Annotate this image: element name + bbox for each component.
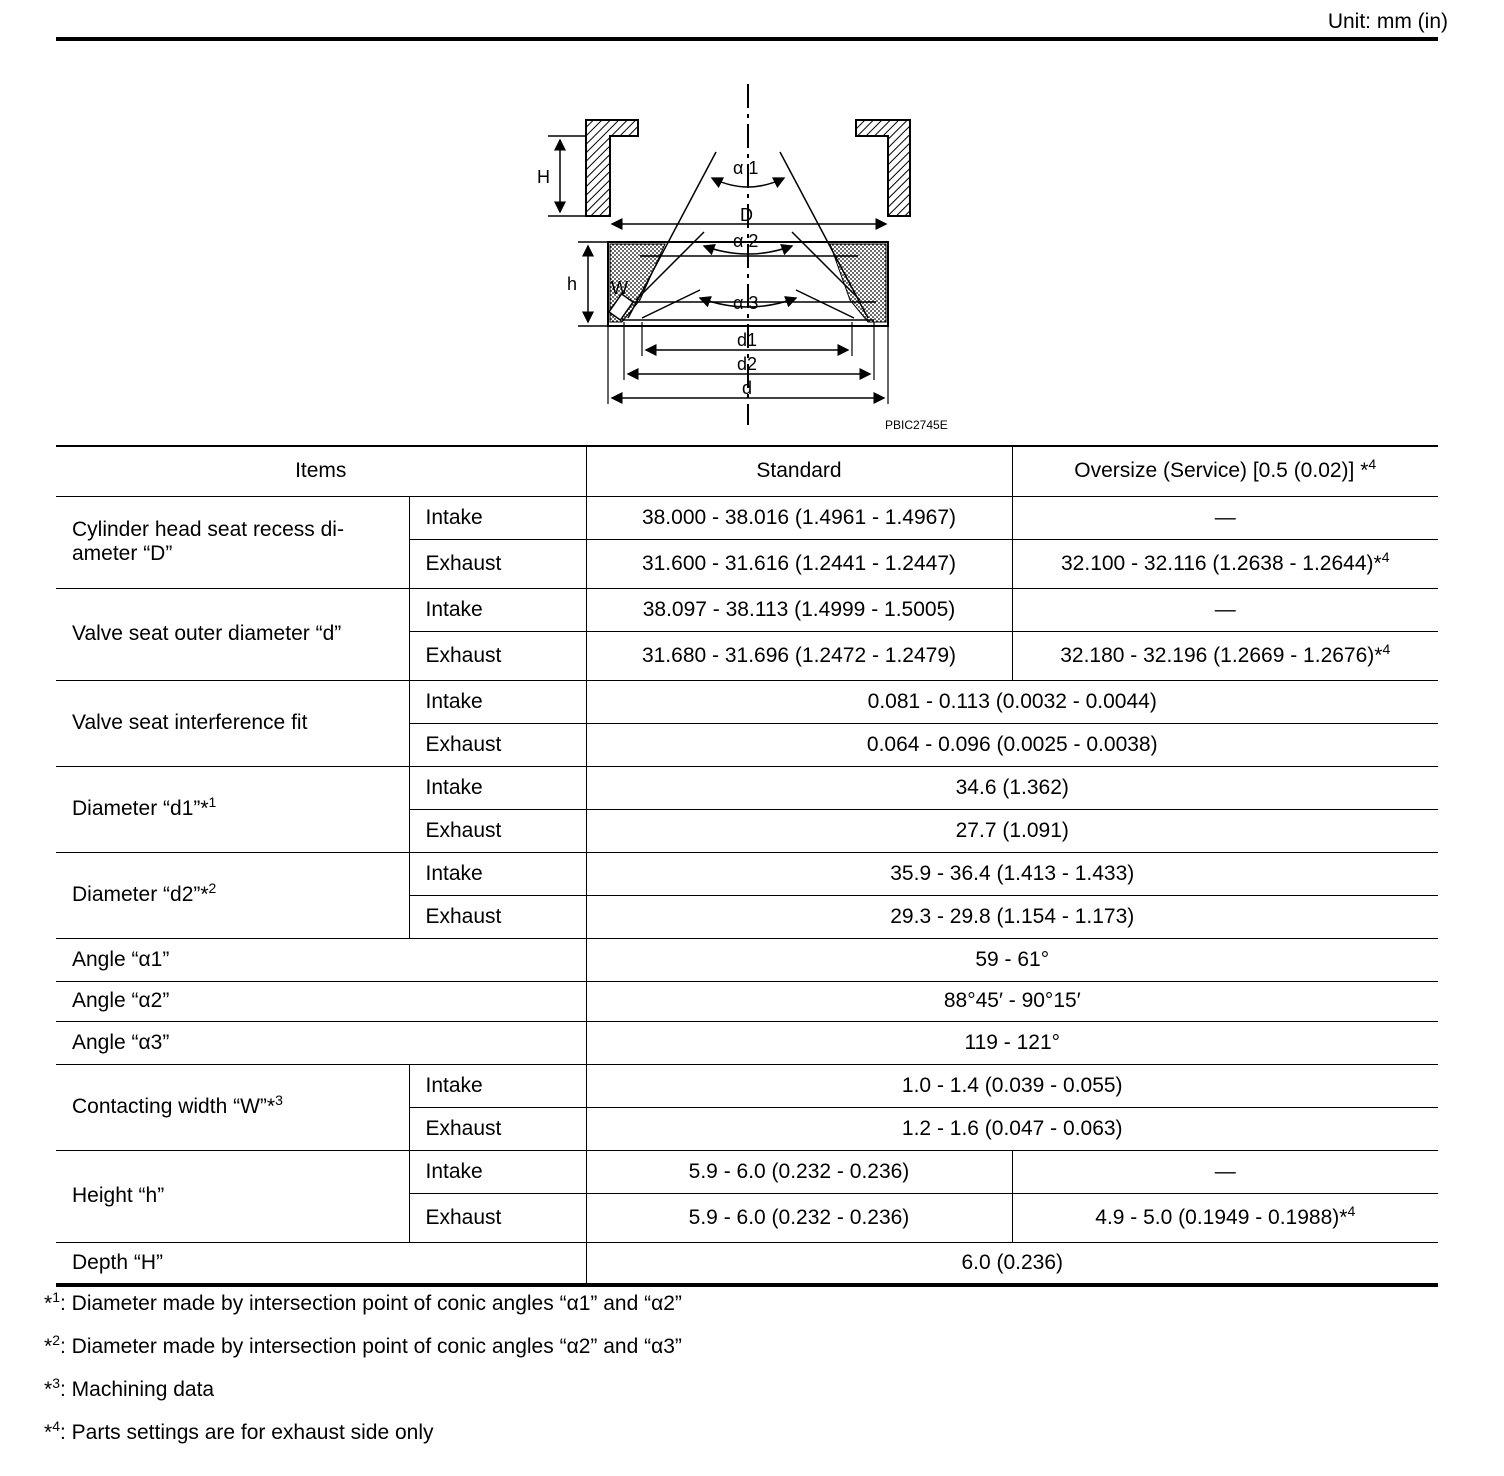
cell-value: 59 - 61° [586,938,1438,981]
row-sublabel: Intake [409,588,586,631]
row-sublabel: Exhaust [409,631,586,680]
table-row [56,680,1438,723]
cell-standard: 38.097 - 38.113 (1.4999 - 1.5005) [586,588,1012,631]
row-label: Height “h” [56,1150,409,1242]
row-label: Valve seat interference fit [56,680,409,766]
cell-oversize: — [1012,1150,1438,1193]
head-wall-right [856,120,910,216]
cell-value: 6.0 (0.236) [586,1242,1438,1285]
cell-oversize: — [1012,588,1438,631]
cell-oversize: 32.180 - 32.196 (1.2669 - 1.2676)*$^4$ [1012,631,1438,680]
label-d: d [742,378,753,398]
cell-standard: 31.680 - 31.696 (1.2472 - 1.2479) [586,631,1012,680]
valve-seat-spec-table [56,445,1438,1287]
cell-value: 88°45′ - 90°15′ [586,981,1438,1021]
row-sublabel: Exhaust [409,1193,586,1242]
row-sublabel: Exhaust [409,809,586,852]
row-sublabel: Intake [409,1064,586,1107]
footnote: *$^1$: Diameter made by intersection point of conic angles “α1” and “α2” [44,1289,682,1315]
table-row [56,1242,1438,1285]
cell-value: 29.3 - 29.8 (1.154 - 1.173) [586,895,1438,938]
row-label: Angle “α3” [56,1021,586,1064]
row-label: Diameter “d1”*$^1$ [56,766,409,852]
footnote: *$^3$: Machining data [44,1375,215,1401]
cell-value: 1.2 - 1.6 (0.047 - 0.063) [586,1107,1438,1150]
row-label: Valve seat outer diameter “d” [56,588,409,680]
table-row [56,1021,1438,1064]
cell-value: 1.0 - 1.4 (0.039 - 0.055) [586,1064,1438,1107]
figure-code: PBIC2745E [885,418,948,432]
label-alpha2: α 2 [733,231,759,251]
cell-value: 35.9 - 36.4 (1.413 - 1.433) [586,852,1438,895]
cell-value: 34.6 (1.362) [586,766,1438,809]
row-sublabel: Exhaust [409,1107,586,1150]
row-sublabel: Intake [409,496,586,539]
row-label: Angle “α1” [56,938,586,981]
row-label: Diameter “d2”*$^2$ [56,852,409,938]
table-header-row [56,446,1438,496]
row-sublabel: Exhaust [409,539,586,588]
row-sublabel: Intake [409,852,586,895]
cell-standard: 31.600 - 31.616 (1.2441 - 1.2447) [586,539,1012,588]
header-oversize: Oversize (Service) [0.5 (0.02)] *$^4$ [1012,446,1438,496]
unit-label: Unit: mm (in) [1327,10,1448,33]
table-row [56,938,1438,981]
cell-standard: 5.9 - 6.0 (0.232 - 0.236) [586,1150,1012,1193]
row-sublabel: Intake [409,766,586,809]
cell-value: 119 - 121° [586,1021,1438,1064]
label-alpha1: α 1 [733,158,759,178]
table-row [56,1150,1438,1193]
row-sublabel: Intake [409,680,586,723]
row-label: Cylinder head seat recess di-ameter “D” [56,496,409,588]
head-wall-left [586,120,638,216]
footnote: *$^2$: Diameter made by intersection point of conic angles “α2” and “α3” [44,1332,682,1358]
cell-standard: 5.9 - 6.0 (0.232 - 0.236) [586,1193,1012,1242]
cell-standard: 38.000 - 38.016 (1.4961 - 1.4967) [586,496,1012,539]
top-rule [56,37,1438,41]
label-d1: d1 [737,330,758,350]
cell-value: 0.064 - 0.096 (0.0025 - 0.0038) [586,723,1438,766]
table-row [56,1064,1438,1107]
label-W: W [611,278,628,298]
footnote: *$^4$: Parts settings are for exhaust side only [44,1418,434,1444]
label-h: h [567,274,578,294]
valve-seat-diagram [500,80,970,440]
valve-seat-svg [500,80,970,440]
row-label: Contacting width “W”*$^3$ [56,1064,409,1150]
cell-oversize: 4.9 - 5.0 (0.1949 - 0.1988)*$^4$ [1012,1193,1438,1242]
table-row [56,766,1438,809]
row-sublabel: Intake [409,1150,586,1193]
label-d2: d2 [737,354,758,374]
table-row [56,496,1438,539]
header-items: Items [56,446,586,496]
label-D: D [740,205,753,225]
row-label: Angle “α2” [56,981,586,1021]
cell-value: 27.7 (1.091) [586,809,1438,852]
row-sublabel: Exhaust [409,895,586,938]
header-standard: Standard [586,446,1012,496]
row-label: Depth “H” [56,1242,586,1285]
label-alpha3: α 3 [733,293,759,313]
table-row [56,852,1438,895]
table-row [56,588,1438,631]
label-H: H [537,167,550,187]
footnotes [44,1289,682,1464]
table-row [56,981,1438,1021]
cell-oversize: 32.100 - 32.116 (1.2638 - 1.2644)*$^4$ [1012,539,1438,588]
cell-oversize: — [1012,496,1438,539]
row-sublabel: Exhaust [409,723,586,766]
cell-value: 0.081 - 0.113 (0.0032 - 0.0044) [586,680,1438,723]
